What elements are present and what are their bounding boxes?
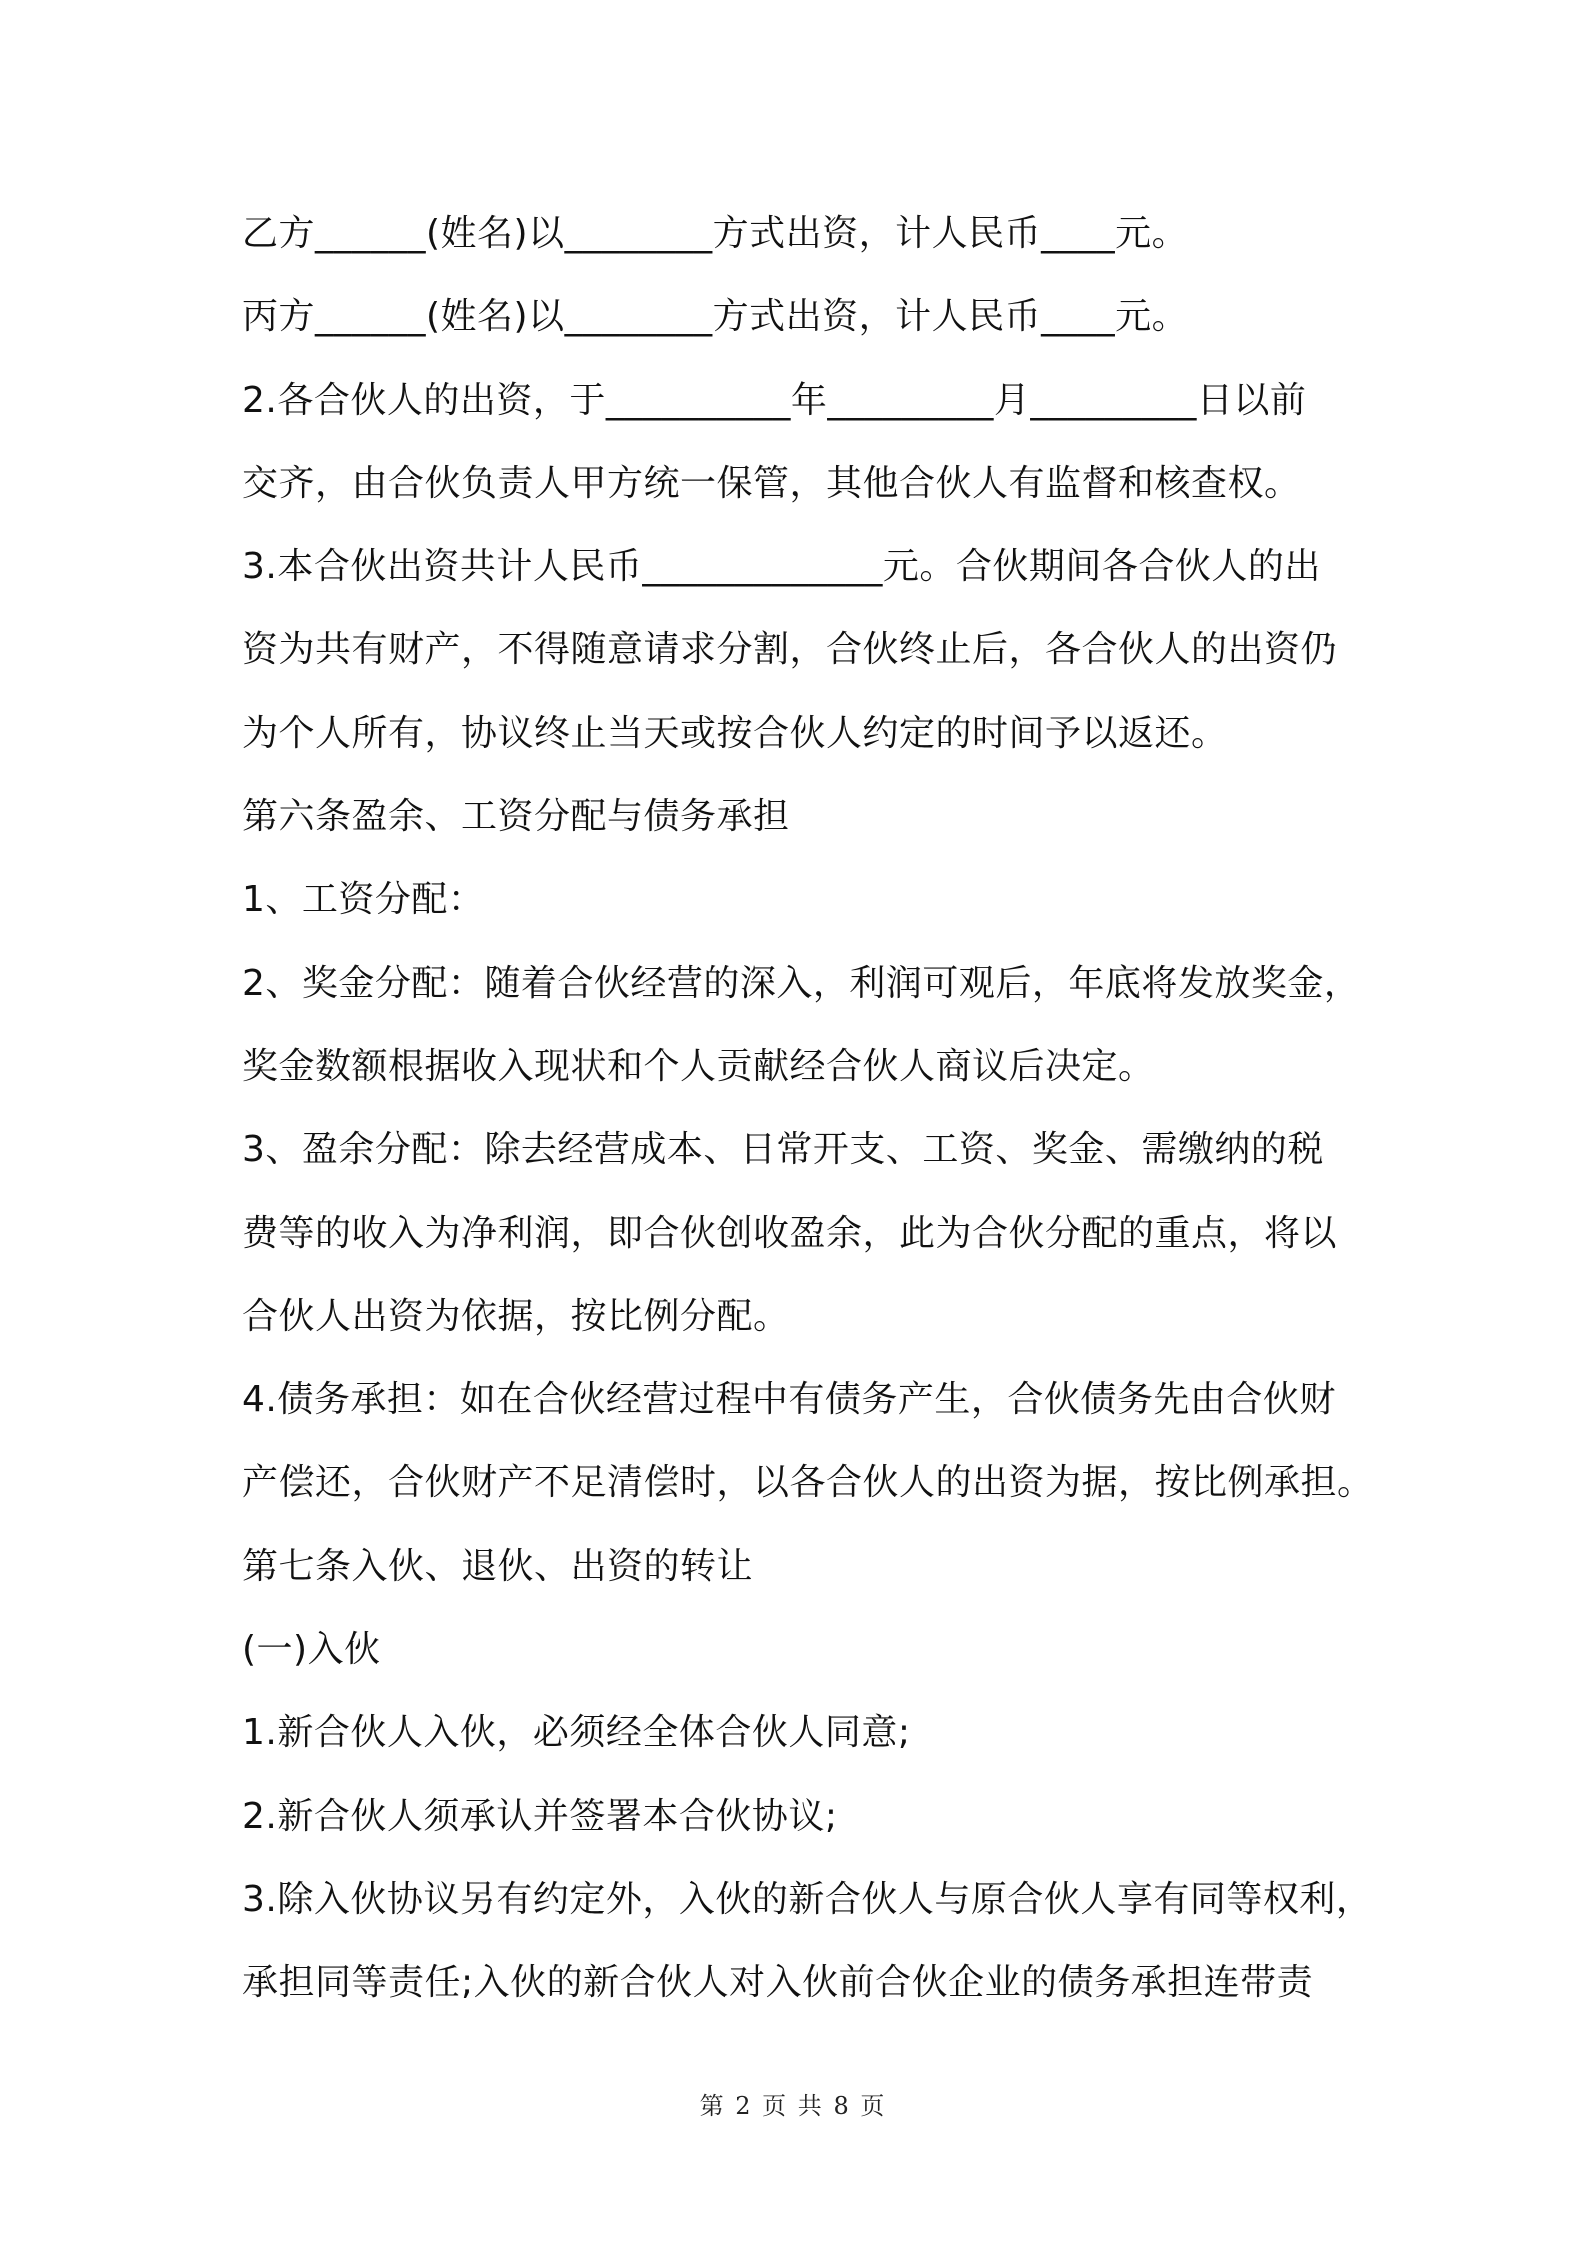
section-heading: 第七条入伙、退伙、出资的转让	[242, 1545, 754, 1587]
text-line: 2.各合伙人的出资，于__________年_________月_________日以前	[242, 379, 1307, 421]
text-line: 承担同等责任;入伙的新合伙人对入伙前合伙企业的债务承担连带责	[242, 1962, 1314, 2004]
text-line: 4.债务承担：如在合伙经营过程中有债务产生，合伙债务先由合伙财	[242, 1379, 1336, 1421]
subsection-heading: (一)入伙	[242, 1629, 381, 1671]
text-line: 资为共有财产，不得随意请求分割，合伙终止后，各合伙人的出资仍	[242, 629, 1338, 671]
page-number-footer: 第 2 页 共 8 页	[699, 2092, 887, 2120]
text-line: 丙方______(姓名)以________方式出资，计人民币____元。	[242, 296, 1189, 338]
text-line: 产偿还，合伙财产不足清偿时，以各合伙人的出资为据，按比例承担。	[242, 1462, 1374, 1504]
text-line: 3、盈余分配：除去经营成本、日常开支、工资、奖金、需缴纳的税	[242, 1129, 1324, 1171]
text-line: 交齐，由合伙负责人甲方统一保管，其他合伙人有监督和核查权。	[242, 462, 1301, 504]
text-line: 3.除入伙协议另有约定外，入伙的新合伙人与原合伙人享有同等权利，	[242, 1878, 1373, 1920]
text-line: 2.新合伙人须承认并签署本合伙协议;	[242, 1795, 838, 1837]
document-body	[242, 192, 1374, 2025]
text-line: 1.新合伙人入伙，必须经全体合伙人同意;	[242, 1712, 911, 1754]
text-line: 1、工资分配：	[242, 879, 485, 921]
text-line: 3.本合伙出资共计人民币_____________元。合伙期间各合伙人的出	[242, 546, 1321, 588]
section-heading: 第六条盈余、工资分配与债务承担	[242, 796, 790, 838]
text-line: 2、奖金分配：随着合伙经营的深入，利润可观后，年底将发放奖金，	[242, 962, 1361, 1004]
text-line: 奖金数额根据收入现状和个人贡献经合伙人商议后决定。	[242, 1045, 1155, 1087]
text-line: 合伙人出资为依据，按比例分配。	[242, 1295, 790, 1337]
text-line: 费等的收入为净利润，即合伙创收盈余，此为合伙分配的重点，将以	[242, 1212, 1338, 1254]
text-line: 乙方______(姓名)以________方式出资，计人民币____元。	[242, 213, 1189, 254]
text-line: 为个人所有，协议终止当天或按合伙人约定的时间予以返还。	[242, 712, 1228, 754]
